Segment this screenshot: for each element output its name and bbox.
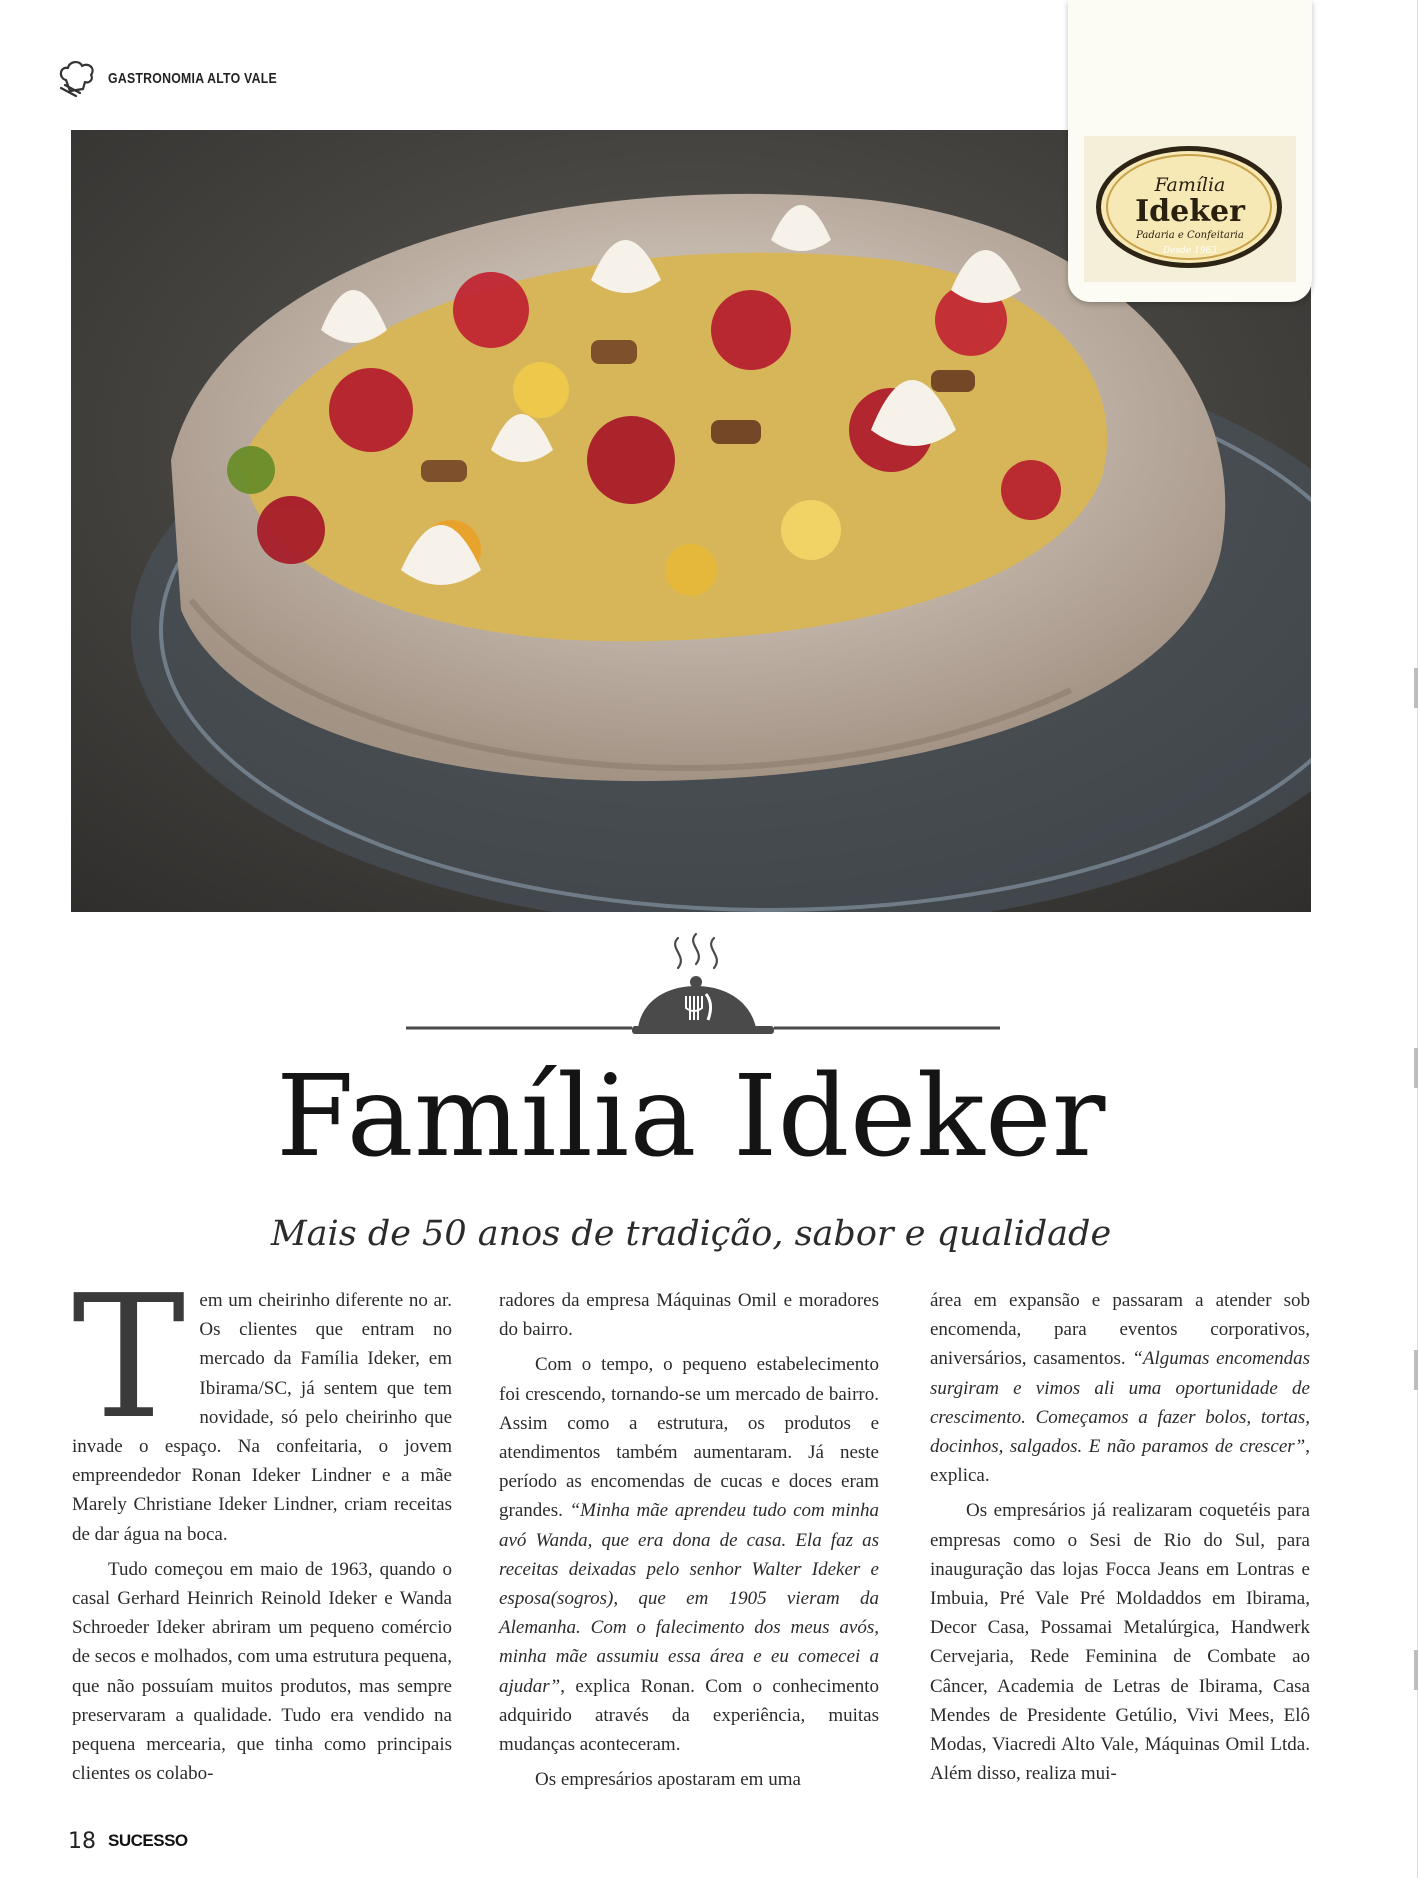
chef-hat-icon — [56, 58, 100, 98]
logo-line-1: Família — [1154, 174, 1226, 196]
edge-mark — [1414, 1350, 1418, 1390]
article-subtitle: Mais de 50 anos de tradição, sabor e qualidade — [270, 1214, 1112, 1254]
drop-cap: T — [72, 1259, 186, 1457]
logo-line-4: Desde 1963 — [1162, 246, 1217, 256]
paragraph: radores da empresa Máquinas Omil e moradores do bairro. — [499, 1290, 879, 1341]
section-header — [56, 56, 314, 100]
page-footer — [68, 1826, 188, 1856]
paragraph: Os empresários apostaram em uma — [535, 1769, 801, 1791]
logo-line-3: Padaria e Confeitaria — [1136, 230, 1244, 241]
brand-logo — [1084, 136, 1296, 282]
paragraph: Tem um cheirinho diferente no ar. Os clientes que entram no mercado da Família Ideker, em Ibirama/SC, já sentem que tem novidade, só pelo cheirinho que invade o espaço. Na confeitaria, o jovem empreendedor Ronan Ideker Lindner e a mãe Marely Christiane Ideker Lindner, criam receitas de dar água na boca. — [72, 1259, 452, 1545]
column-2 — [499, 1286, 879, 1794]
logo-card — [1068, 0, 1312, 302]
quote: “Minha mãe aprendeu tudo com minha avó Wanda, que era dona de casa. Ela faz as receitas deixadas pelo senhor Walter Ideker e esposa(sogros), que em 1905 vieram da Alemanha. Com o falecimento dos meus avós, minha mãe assumiu essa área e eu comecei a ajudar” — [499, 1500, 879, 1697]
edge-mark — [1414, 1048, 1418, 1088]
paragraph: Com o tempo, o pequeno estabelecimento foi crescendo, tornando-se um mercado de bairro. Assim como a estrutura, os produtos e atendimentos também aumentaram. Já neste período as encomendas de cucas e doces eram grandes. “Minha mãe aprendeu tudo com minha avó Wanda, que era dona de casa. Ela faz as receitas deixadas pelo senhor Walter Ideker e esposa(sogros), que em 1905 vieram da Alemanha. Com o falecimento dos meus avós, minha mãe assumiu essa área e eu comecei a ajudar”, explica Ronan. Com o conhecimento adquirido através da experiência, muitas mudanças aconteceram. — [499, 1354, 879, 1756]
magazine-brand: SUCESSO — [108, 1831, 188, 1850]
logo-line-2: Ideker — [1135, 194, 1245, 229]
column-3 — [930, 1286, 1310, 1788]
section-label: GASTRONOMIA ALTO VALE — [108, 69, 277, 87]
column-1 — [72, 1259, 452, 1788]
cloche-divider-icon — [406, 930, 1000, 1040]
article-title: Família Ideker — [276, 1052, 1106, 1182]
paragraph: Os empresários já realizaram coquetéis para empresas como o Sesi de Rio do Sul, para inauguração das lojas Focca Jeans em Lontras e Imbuia, Pré Vale Pré Moldaddos em Ibirama, Decor Casa, Possamai Metalúrgica, Handwerk Cervejaria, Rede Feminina de Combate ao Câncer, Academia de Letras de Ibirama, Casa Mendes de Presidente Getúlio, Vivi Mees, Elô Modas, Viacredi Alto Vale, Máquinas Omil Ltda. Além disso, realiza mui- — [930, 1500, 1310, 1785]
quote: “Algumas encomendas surgiram e vimos ali uma oportunidade de crescimento. Começamos a fazer bolos, tortas, docinhos, salgados. E não paramos de crescer” — [930, 1348, 1310, 1458]
paragraph: área em expansão e passaram a atender sob encomenda, para eventos corporativos, aniversários, casamentos. “Algumas encomendas surgiram e vimos ali uma oportunidade de crescimento. Começamos a fazer bolos, tortas, docinhos, salgados. E não paramos de crescer”, explica. — [930, 1290, 1310, 1487]
page-number: 18 — [68, 1828, 96, 1854]
paragraph: Tudo começou em maio de 1963, quando o casal Gerhard Heinrich Reinold Ideker e Wanda Schroeder Ideker abriram um pequeno comércio de secos e molhados, com uma estrutura pequena, que não possuíam muitos produtos, mas sempre preservaram a qualidade. Tudo era vendido na pequena mercearia, que tinha como principais clientes os colabo- — [72, 1558, 452, 1785]
edge-mark — [1414, 1650, 1418, 1690]
edge-mark — [1414, 668, 1418, 708]
